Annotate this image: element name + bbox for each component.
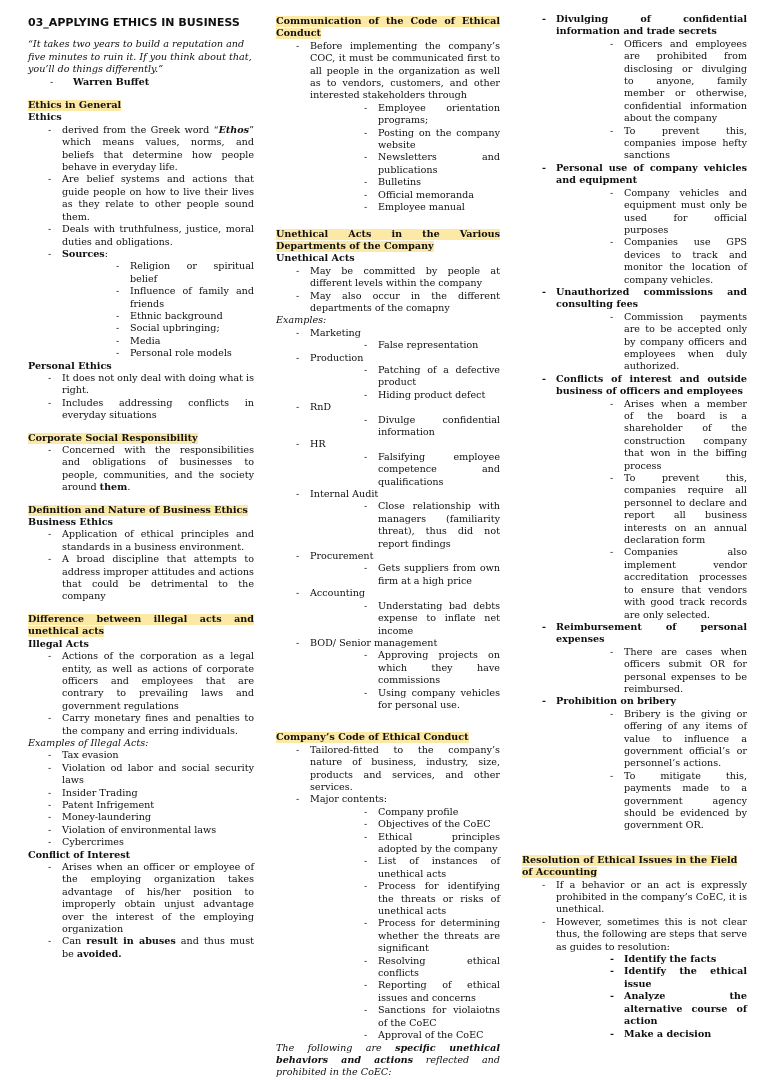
list-item: - Bulletins	[310, 177, 500, 189]
list-item: - Companies also implement vendor accreditation processes to ensure that vendors with good track records are only selected.	[556, 547, 747, 621]
list-item: - Are belief systems and actions that guide people on how to live their lives as they relate to other people sound them.	[28, 174, 254, 224]
section-heading-communication: Communication of the Code of Ethical Conduct	[276, 16, 500, 40]
list-item: - Official memoranda	[310, 190, 500, 202]
behavior-commissions: - Unauthorized commissions and consulting fees - Commission payments are to be accepted only by company officers and employees when duly authorized.	[522, 287, 747, 374]
resolution-steps	[556, 954, 747, 1041]
list-item: - Major contents: - Company profile - Objectives of the CoEC - Ethical principles adopted by the company - List of instances of unethical acts - Process for identifying the threats or risks of unethical acts - Process for determining whether the threats are significant - Resolving ethical conflicts - Reporting of ethical issues and concerns - Sanctions for violaiotns of the CoEC - Approval of the CoEC	[276, 794, 500, 1042]
department-bod: - BOD/ Senior management - Approving projects on which they have commissions - Using company vehicles for personal use.	[276, 638, 500, 712]
list-item: - Arises when a member of the board is a shareholder of the construction company that won in the biffing process	[556, 399, 747, 473]
document-title: 03_APPLYING ETHICS IN BUSINESS	[28, 16, 240, 29]
behavior-bribery: - Prohibition on bribery - Bribery is the giving or offering of any items of value to influence a government official’s or personnel’s actions. - To mitigate this, payments made to a government agency should be evidenced by government OR.	[522, 696, 747, 832]
department-procurement: - Procurement - Gets suppliers from own firm at a high price	[276, 551, 500, 588]
list-item: - Can result in abuses and thus must be avoided.	[28, 936, 254, 961]
list-item: - Sanctions for violaiotns of the CoEC	[310, 1005, 500, 1030]
list-item: - Cybercrimes	[28, 837, 254, 849]
list-item: - Officers and employees are prohibited from disclosing or divulging to anyone, family member or otherwise, confidential information about the company	[556, 39, 747, 126]
list-item: - Personal role models	[62, 348, 254, 360]
business-ethics-list	[28, 529, 254, 603]
list-item: - Arises when an officer or employee of the employing organization takes advantage of his/her position to improperly obtain unjust advantage over the interest of the employing organization	[28, 862, 254, 936]
section-heading-illegal-unethical: Difference between illegal acts and unethical acts	[28, 613, 254, 638]
behavior-divulging: - Divulging of confidential information and trade secrets - Officers and employees are prohibited from disclosing or divulging to anyone, family member or otherwise, confidential information about the company - To prevent this, companies impose hefty sanctions	[522, 14, 747, 163]
list-item: - Company vehicles and equipment must only be used for official purposes	[556, 188, 747, 238]
list-item: - Deals with truthfulness, justice, moral duties and obligations.	[28, 224, 254, 249]
list-item: - Media	[62, 336, 254, 348]
department-internal-audit: - Internal Audit - Close relationship with managers (familiarity threat), thus did not report findings	[276, 489, 500, 551]
list-item: - Approving projects on which they have commissions	[310, 650, 500, 687]
list-item: - Concerned with the responsibilities and obligations of businesses to people, communities, and the society around them.	[28, 445, 254, 495]
department-marketing: - Marketing - False representation	[276, 328, 500, 353]
list-item: - Violation of environmental laws	[28, 825, 254, 837]
list-item: - Money-laundering	[28, 812, 254, 824]
department-accounting: - Accounting - Understating bad debts expense to inflate net income	[276, 588, 500, 638]
list-item: - Employee orientation programs;	[310, 103, 500, 128]
list-item: - Hiding product defect	[310, 390, 500, 402]
list-item: - Resolving ethical conflicts	[310, 956, 500, 981]
column-middle	[276, 14, 500, 1080]
coec-closing: The following are specific unethical behaviors and actions reflected and prohibited in the CoEC:	[276, 1042, 500, 1079]
section-heading-coec: Company’s Code of Ethical Conduct	[276, 732, 469, 744]
coec-list	[276, 745, 500, 1043]
list-item: - Actions of the corporation as a legal entity, as well as actions of corporate officers and employees that are contrary to prevailing laws and government regulations	[28, 651, 254, 713]
column-right	[522, 14, 747, 1041]
illegal-examples-list	[28, 750, 254, 849]
list-item: - Insider Trading	[28, 788, 254, 800]
list-item: - Influence of family and friends	[62, 286, 254, 311]
section-heading-ethics-general: Ethics in General	[28, 100, 122, 112]
list-item: - Application of ethical principles and standards in a business environment.	[28, 529, 254, 554]
business-ethics-label: Business Ethics	[28, 517, 113, 529]
list-item: - Religion or spiritual belief	[62, 261, 254, 286]
list-item: - Includes addressing conflicts in everyday situations	[28, 398, 254, 423]
csr-list	[28, 445, 254, 495]
conflict-of-interest-list	[28, 862, 254, 961]
list-item: - Posting on the company website	[310, 128, 500, 153]
department-rnd: - RnD - Divulge confidential information	[276, 402, 500, 439]
list-item: - Commission payments are to be accepted only by company officers and employees when duly authorized.	[556, 312, 747, 374]
section-heading-business-ethics: Definition and Nature of Business Ethics	[28, 504, 248, 516]
list-item: - Tax evasion	[28, 750, 254, 762]
section-heading-csr: Corporate Social Responsibility	[28, 432, 198, 444]
section-heading-unethical-departments: Unethical Acts in the Various Departments of the Company	[276, 228, 500, 252]
list-item: - False representation	[310, 340, 500, 352]
conflict-of-interest-label: Conflict of Interest	[28, 849, 131, 861]
unethical-acts-label: Unethical Acts	[276, 253, 355, 265]
list-item: - Ethical principles adopted by the company	[310, 832, 500, 857]
illegal-examples-label: Examples of Illegal Acts:	[28, 737, 149, 749]
behavior-reimbursement: - Reimbursement of personal expenses - There are cases when officers submit OR for personal expenses to be reimbursed.	[522, 622, 747, 696]
list-item: - derived from the Greek word “Ethos” which means values, norms, and beliefs that determine how people behave in everyday life.	[28, 125, 254, 175]
list-item: - Before implementing the company’s COC, it must be communicated first to all people in the organization as well as to vendors, customers, and other interested stakeholders through - Employee orientation programs; - Posting on the company website - Newsletters and publications - Bulletins - Official memoranda - Employee manual	[276, 41, 500, 215]
quote-author: - Warren Buffet	[50, 77, 254, 89]
column-left	[28, 14, 254, 961]
list-item: - Close relationship with managers (familiarity threat), thus did not report findings	[310, 501, 500, 551]
list-item: - Understating bad debts expense to inflate net income	[310, 601, 500, 638]
list-item: - A broad discipline that attempts to address improper attitudes and actions that could be detrimental to the company	[28, 554, 254, 604]
resolution-list	[522, 880, 747, 1041]
list-item: - Ethnic background	[62, 311, 254, 323]
communication-list	[276, 41, 500, 215]
behavior-vehicles: - Personal use of company vehicles and equipment - Company vehicles and equipment must only be used for official purposes - Companies use GPS devices to track and monitor the location of company vehicles.	[522, 163, 747, 287]
list-item: - Newsletters and publications	[310, 152, 500, 177]
list-item: - Analyze the alternative course of action	[556, 991, 747, 1028]
list-item: - May also occur in the different departments of the comapny	[276, 291, 500, 316]
list-item: - Make a decision	[556, 1029, 747, 1041]
list-item: - Bribery is the giving or offering of any items of value to influence a government official’s or personnel’s actions.	[556, 709, 747, 771]
ethics-label: Ethics	[28, 112, 62, 124]
ethics-list	[28, 125, 254, 361]
list-item: - Falsifying employee competence and qualifications	[310, 452, 500, 489]
list-item: - Divulge confidential information	[310, 415, 500, 440]
list-item: - Gets suppliers from own firm at a high price	[310, 563, 500, 588]
department-examples-label: Examples:	[276, 315, 327, 327]
list-item: - Patent Infrigement	[28, 800, 254, 812]
section-heading-resolution: Resolution of Ethical Issues in the Field of Accounting	[522, 854, 738, 879]
quote-text: “It takes two years to build a reputation and five minutes to ruin it. If you think about that, you’ll do things differently.”	[28, 39, 252, 76]
list-item: - To prevent this, companies impose hefty sanctions	[556, 126, 747, 163]
list-item: - Company profile	[310, 807, 500, 819]
list-item: - If a behavior or an act is expressly prohibited in the company’s CoEC, it is unethical.	[522, 880, 747, 917]
list-item: - Employee manual	[310, 202, 500, 214]
list-item: - Companies use GPS devices to track and monitor the location of company vehicles.	[556, 237, 747, 287]
department-hr: - HR - Falsifying employee competence and qualifications	[276, 439, 500, 489]
list-item: - Carry monetary fines and penalties to the company and erring individuals.	[28, 713, 254, 738]
behavior-conflicts: - Conflicts of interest and outside business of officers and employees - Arises when a member of the board is a shareholder of the construction company that won in the biffing process - To prevent this, companies require all personnel to declare and report all business interests on an annual declaration form - Companies also implement vendor accreditation processes to ensure that vendors with good track records are only selected.	[522, 374, 747, 622]
list-item: - To mitigate this, payments made to a government agency should be evidenced by government OR.	[556, 771, 747, 833]
list-item: - Violation od labor and social security laws	[28, 763, 254, 788]
list-item: - Sources: - Religion or spiritual belief - Influence of family and friends - Ethnic background - Social upbringing; - Media - Personal role models	[28, 249, 254, 361]
list-item: - Tailored-fitted to the company’s nature of business, industry, size, products and services, and other services.	[276, 745, 500, 795]
list-item: - To prevent this, companies require all personnel to declare and report all business interests on an annual declaration form	[556, 473, 747, 547]
sources-list	[62, 261, 254, 360]
list-item: - May be committed by people at different levels within the company	[276, 266, 500, 291]
list-item: - Identify the facts	[556, 954, 747, 966]
list-item: - It does not only deal with doing what is right.	[28, 373, 254, 398]
behaviors-list	[522, 14, 747, 833]
list-item: - Using company vehicles for personal use.	[310, 688, 500, 713]
list-item: - List of instances of unethical acts	[310, 856, 500, 881]
personal-ethics-label: Personal Ethics	[28, 360, 112, 372]
list-item: - Social upbringing;	[62, 323, 254, 335]
communication-channels	[310, 103, 500, 215]
list-item: - Approval of the CoEC	[310, 1030, 500, 1042]
department-list	[276, 328, 500, 713]
illegal-acts-label: Illegal Acts	[28, 638, 89, 650]
list-item: - Reporting of ethical issues and concerns	[310, 980, 500, 1005]
unethical-acts-list	[276, 266, 500, 316]
list-item: - However, sometimes this is not clear thus, the following are steps that serve as guides to resolution: - Identify the facts - Identify the ethical issue - Analyze the alternative course of action - Make a decision	[522, 917, 747, 1041]
list-item: - Patching of a defective product	[310, 365, 500, 390]
personal-ethics-list	[28, 373, 254, 423]
list-item: - Objectives of the CoEC	[310, 819, 500, 831]
list-item: - Identify the ethical issue	[556, 966, 747, 991]
list-item: - There are cases when officers submit OR for personal expenses to be reimbursed.	[556, 647, 747, 697]
department-production: - Production - Patching of a defective product - Hiding product defect	[276, 353, 500, 403]
list-item: - Process for identifying the threats or risks of unethical acts	[310, 881, 500, 918]
illegal-acts-list	[28, 651, 254, 738]
list-item: - Process for determining whether the threats are significant	[310, 918, 500, 955]
coec-contents	[310, 807, 500, 1043]
